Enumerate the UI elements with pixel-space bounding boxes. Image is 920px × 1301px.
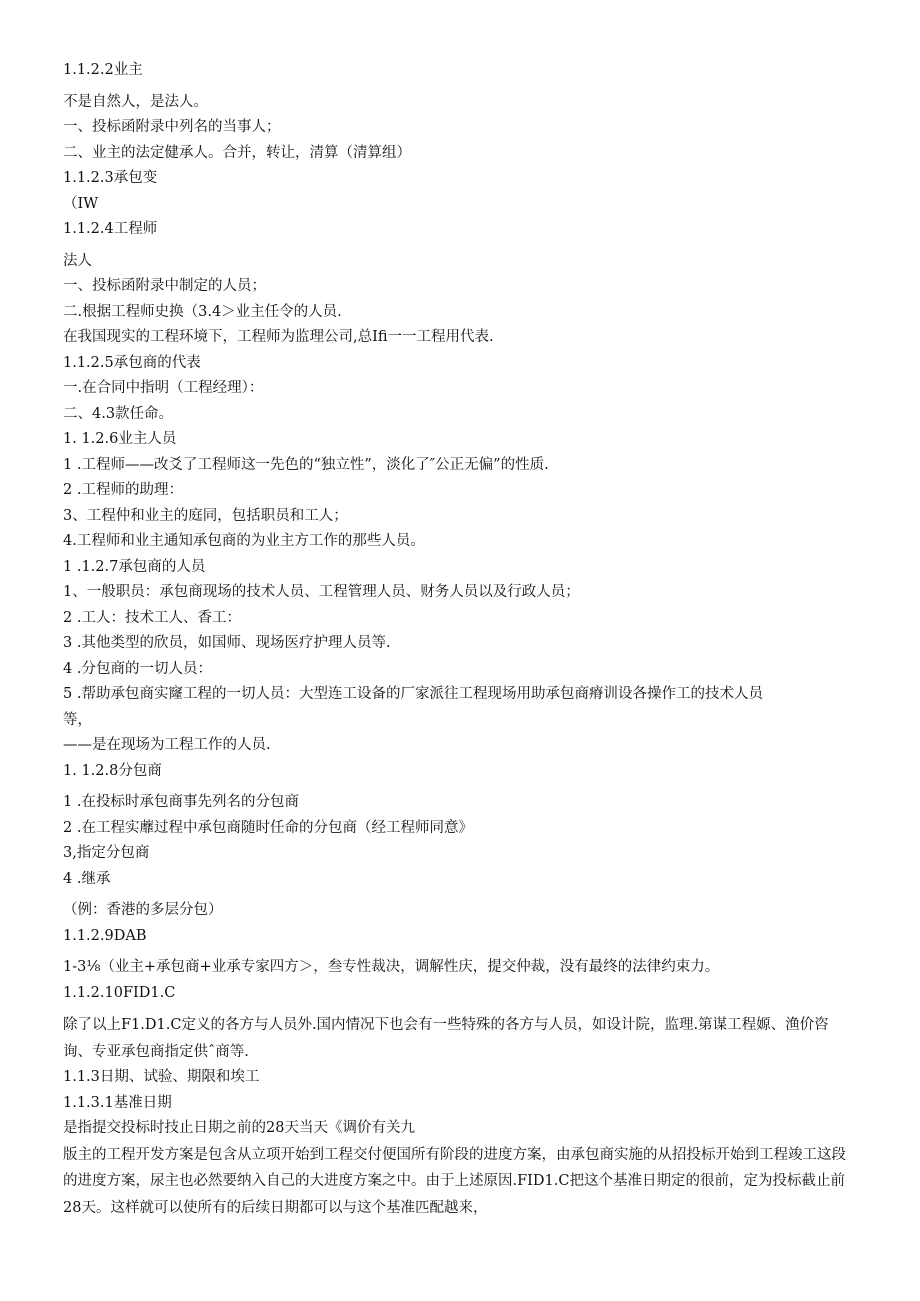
text-line: 不是自然人，是法人。 bbox=[63, 93, 208, 110]
text-line: 1.1.2.9DAB bbox=[63, 927, 147, 944]
text-line: 4.工程师和业主通知承包商的为业主方工作的那些人员。 bbox=[63, 533, 425, 549]
text-line: 1.1.2.5承包商的代表 bbox=[63, 354, 201, 371]
text-line: （例：香港的多层分包） bbox=[63, 902, 223, 918]
text-line: 2 .工程师的助理： bbox=[63, 482, 183, 498]
text-line: 1-3⅛（业主+承包商+业承专家四方＞，叁专性裁决，调解性庆，提交仲裁，没有最终的法律约束力。 bbox=[63, 959, 720, 975]
text-line: 一、投标函附录中列名的当事人； bbox=[63, 119, 281, 135]
text-line: 1 .1.2.7承包商的人员 bbox=[63, 558, 206, 575]
text-line: 1、一般职员：承包商现场的技术人员、工程管理人员、财务人员以及行政人员； bbox=[63, 584, 580, 600]
text-line: （IW bbox=[63, 195, 99, 212]
text-line: 4 .继承 bbox=[63, 870, 111, 887]
text-line: 除了以上F1.D1.C定义的各方与人员外.国内情况下也会有一些特殊的各方与人员，如设计院，监理.第谋工程嫄、渔价咨询、专亚承包商指定供ˆ商等. bbox=[63, 1017, 829, 1060]
text-line: 5 .帮助承包商实窿工程的一切人员：大型连工设备的厂家派往工程现场用助承包商瘠训设各操作工的技术人员 bbox=[63, 686, 763, 702]
text-line: 1.1.3日期、试验、期限和埃工 bbox=[63, 1069, 260, 1085]
text-line: 一、投标函附录中制定的人员； bbox=[63, 278, 266, 294]
text-line: 2 .在工程实蘼过程中承包商随时任命的分包商（经工程师同意》 bbox=[63, 819, 473, 836]
text-line: 版主的工程开发方案是包含从立项开始到工程交付便国所有阶段的进度方案，由承包商实施的从招投标开始到工程竣工这段的进度方案，尿主也必然要纳入自己的大进度方案之中。由于上述原因.FID1.C把这个基准日期定的很前，定为投标截止前28天。这样就可以使所有的后续日期都可以与这个基准匹配越来， bbox=[63, 1146, 846, 1216]
text-line: ——是在现场为工程工作的人员. bbox=[63, 737, 271, 753]
text-line: 3,指定分包商 bbox=[63, 845, 150, 861]
text-line: 3 .其他类型的欣员，如国师、现场医疗护理人员等. bbox=[63, 635, 391, 651]
document-page bbox=[63, 58, 853, 1221]
text-line: 2 .工人：技术工人、香工： bbox=[63, 609, 241, 626]
text-line: 在我国现实的工程环境下，工程师为监理公司,总Ifi一一工程用代表. bbox=[63, 329, 494, 345]
text-line: 1.1.2.10FID1.C bbox=[63, 984, 176, 1001]
text-line: 是指提交投标时技止日期之前的28天当天《调价有关九 bbox=[63, 1120, 415, 1136]
text-line: 二.根据工程师史换（3.4＞业主任令的人员. bbox=[63, 303, 342, 320]
text-line: 法人 bbox=[63, 252, 92, 269]
text-line: 1.1.2.4工程师 bbox=[63, 221, 158, 237]
text-line: 1 .在投标时承包商事先列名的分包商 bbox=[63, 794, 299, 810]
text-line: 等， bbox=[63, 711, 92, 728]
text-line: 二、4.3款任命。 bbox=[63, 405, 174, 422]
text-line: 一.在合同中指明（工程经理）： bbox=[63, 380, 264, 396]
text-line: 1.1.2.3承包变 bbox=[63, 170, 158, 186]
text-line: 1.1.2.2业主 bbox=[63, 62, 143, 78]
text-line: 二、业主的法定健承人。合并，转让，清算（清算组） bbox=[63, 144, 411, 161]
text-line: 4 .分包商的一切人员： bbox=[63, 660, 212, 677]
text-line: 3、工程仲和业主的庭同，包括职员和工人； bbox=[63, 507, 348, 524]
text-line: 1.1.3.1基准日期 bbox=[63, 1094, 172, 1111]
text-line: 1. 1.2.6业主人员 bbox=[63, 431, 177, 447]
text-line: 1 .工程师——改爻了工程师这一先色的“独立性”，淡化了″公正无偏”的性质. bbox=[63, 456, 549, 473]
text-line: 1. 1.2.8分包商 bbox=[63, 762, 162, 779]
